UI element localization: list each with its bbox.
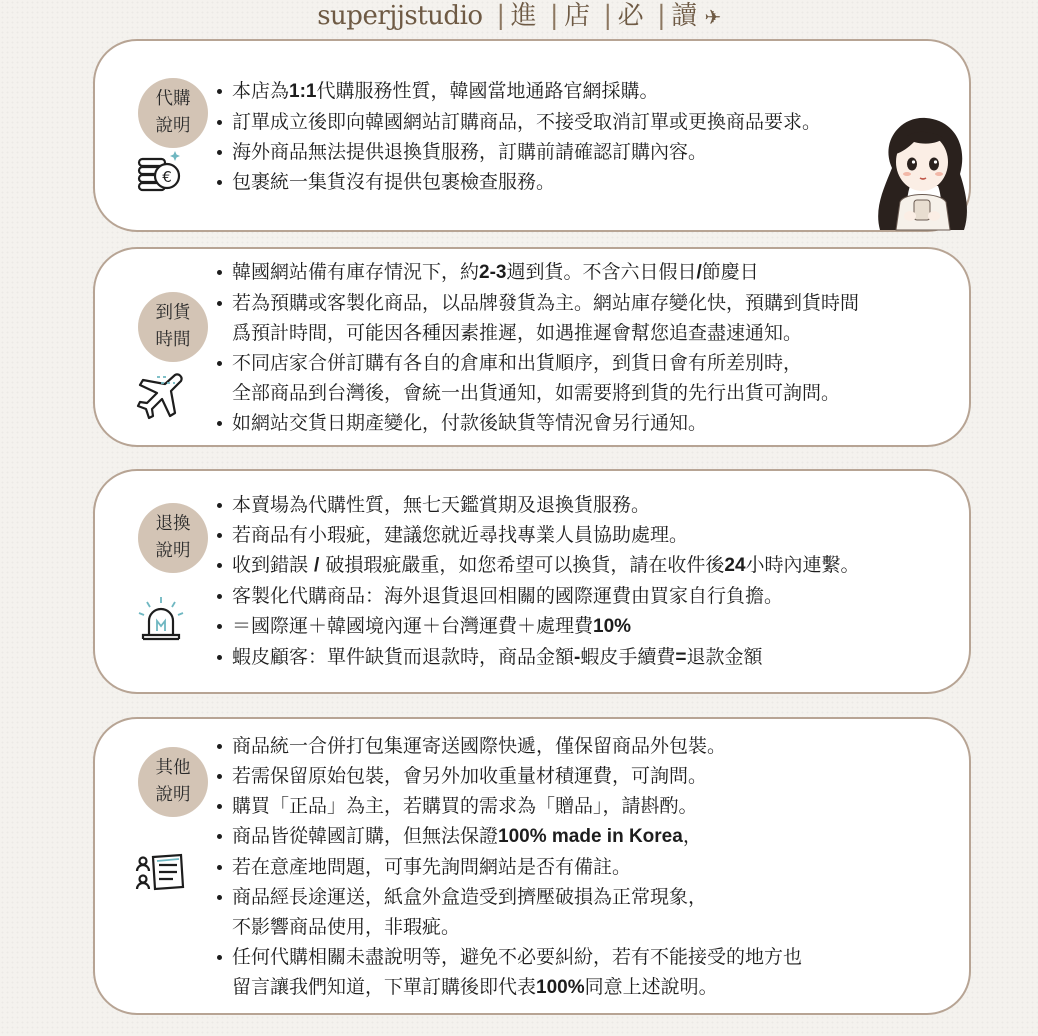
section-purchase-info [93,39,971,232]
page-title: superjjstudio | 進 | 店 | 必 | 讀 ✈ [317,1,721,31]
list-item-continued: 留言讓我們知道，下單訂購後即代表100%同意上述說明。 [232,976,718,998]
list-item: 收到錯誤 / 破損瑕疵嚴重，如您希望可以換貨，請在收件後24小時內連繫。 [212,550,860,581]
list-item: 客製化代購商品：海外退貨退回相關的國際運費由買家自行負擔。 [212,581,860,611]
list-item: 商品經長途運送，紙盒外盒造受到擠壓破損為正常現象， [212,882,802,912]
line-list [212,76,821,197]
title-char-4: 讀 [671,1,697,31]
list-item: 韓國網站備有庫存情況下，約2-3週到貨。不含六日假日/節慶日 [212,257,859,288]
list-item: 訂單成立後即向韓國網站訂購商品，不接受取消訂單或更換商品要求。 [212,107,821,137]
section-badge [138,78,208,148]
list-item: 商品統一合併打包集運寄送國際快遞，僅保留商品外包裝。 [212,731,802,761]
line-list [212,490,860,673]
svg-text:€: € [162,168,172,186]
badge-line: 代購 [155,89,191,109]
section-badge [138,292,208,362]
badge-line: 說明 [155,541,191,561]
badge-line: 說明 [155,785,191,805]
badge-line: 到貨 [155,303,191,323]
brand-name: superjjstudio [317,1,483,31]
list-item: 如網站交貨日期產變化，付款後缺貨等情況會另行通知。 [212,408,859,438]
list-item: 海外商品無法提供退換貨服務，訂購前請確認訂購內容。 [212,137,821,167]
airplane-icon [135,369,187,421]
alarm-light-icon [135,593,187,645]
line-list [212,731,802,1003]
title-char-2: 店 [564,1,590,31]
list-item-continued: 不影響商品使用，非瑕疵。 [232,916,461,938]
badge-line: 時間 [155,330,191,350]
girl-illustration-icon [870,112,976,232]
section-badge [138,747,208,817]
list-item: 本店為1:1代購服務性質，韓國當地通路官網採購。 [212,76,821,107]
list-item: 蝦皮顧客：單件缺貨而退款時，商品金額-蝦皮手續費=退款金額 [212,642,860,673]
title-char-3: 必 [617,1,644,31]
list-item-continued: 爲預計時間，可能因各種因素推遲，如遇推遲會幫您追查盡速通知。 [232,322,803,344]
list-item: 若需保留原始包裝，會另外加收重量材積運費，可詢問。 [212,761,802,791]
list-item: 商品皆從韓國訂購，但無法保證100% made in Korea， [212,821,802,852]
id-document-icon [135,847,187,899]
section-arrival-time [93,247,971,447]
list-item: 本賣場為代購性質，無七天鑑賞期及退換貨服務。 [212,490,860,520]
title-char-1: 進 [510,1,537,31]
badge-line: 其他 [155,758,191,778]
section-badge [138,503,208,573]
coin-euro-icon [135,145,187,197]
list-item: 不同店家合併訂購有各自的倉庫和出貨順序，到貨日會有所差別時， [212,348,859,378]
list-item-continued: 全部商品到台灣後，會統一出貨通知，如需要將到貨的先行出貨可詢問。 [232,382,841,404]
list-item: 若在意產地問題，可事先詢問網站是否有備註。 [212,852,802,882]
section-other-info [93,717,971,1015]
section-return-info [93,469,971,694]
list-item: 若商品有小瑕疵，建議您就近尋找專業人員協助處理。 [212,520,860,550]
badge-line: 說明 [155,116,191,136]
line-list [212,257,859,438]
badge-line: 退換 [155,514,191,534]
list-item: 若為預購或客製化商品，以品牌發貨為主。網站庫存變化快，預購到貨時間 [212,288,859,318]
list-item: 購買「正品」為主，若購買的需求為「贈品」，請斟酌。 [212,791,802,821]
list-item: ＝國際運＋韓國境內運＋台灣運費＋處理費10% [212,611,860,642]
airplane-title-icon: ✈ [704,5,721,29]
list-item: 包裹統一集貨沒有提供包裹檢查服務。 [212,167,821,197]
list-item: 任何代購相關未盡說明等，避免不必要糾紛，若有不能接受的地方也 [212,942,802,972]
